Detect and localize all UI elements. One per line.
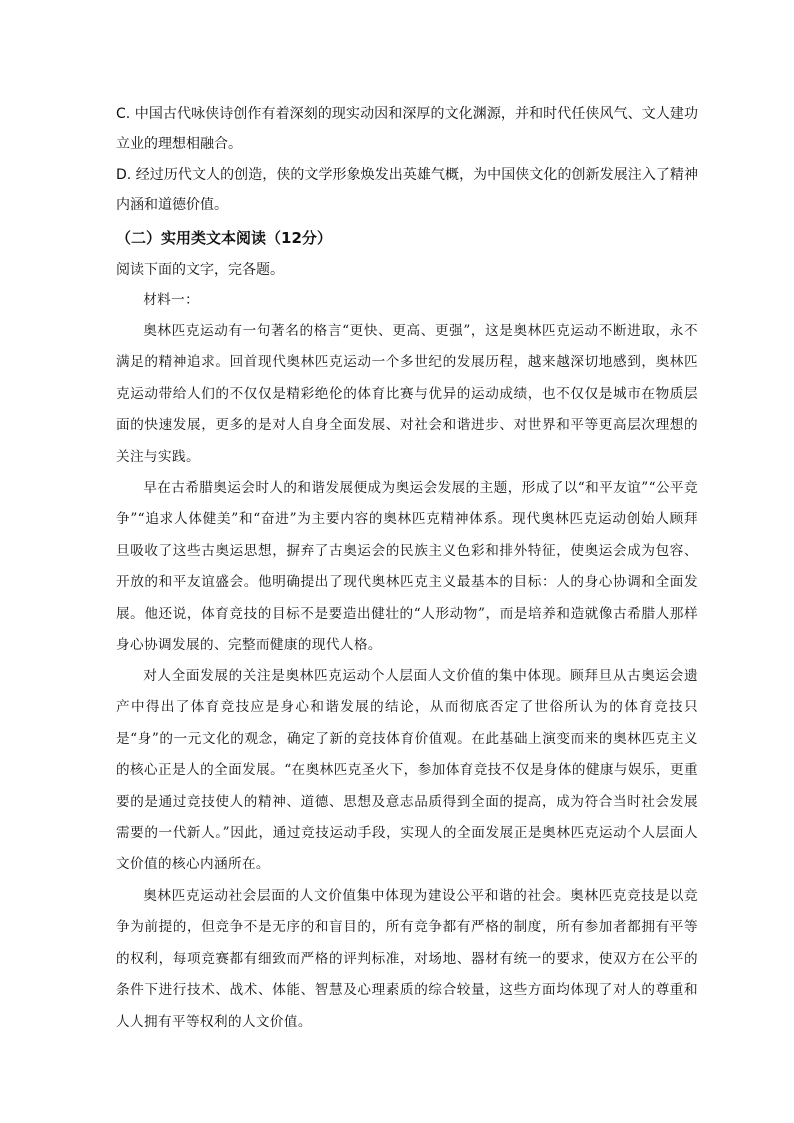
reading-instruction: 阅读下面的文字，完各题。 — [116, 262, 284, 278]
material-label: 材料一： — [143, 292, 200, 308]
material-paragraph-3: 对人全面发展的关注是奥林匹克运动个人层面人文价值的集中体现。顾拜旦从古奥运会遗产中得出了体育竞技应是身心和谐发展的结论，从而彻底否定了世俗所认为的体育竞技只是“身”的一元文化的观念，确定了新的竞技体育价值观。在此基础上演变而来的奥林匹克主义的核心正是人的全面发展。“在奥林匹克圣火下，参加体育竞技不仅是身体的健康与娱乐，更重要的是通过竞技使人的精神、道德、思想及意志品质得到全面的提高，成为符合当时社会发展需要的一代新人。”因此，通过竞技运动手段，实现人的全面发展正是奥林匹克运动个人层面人文价值的核心内涵所在。 — [116, 668, 698, 873]
material-paragraph-2: 早在古希腊奥运会时人的和谐发展便成为奥运会发展的主题，形成了以“和平友谊”“公平竞争”“追求人体健美”和“奋进”为主要内容的奥林匹克精神体系。现代奥林匹克运动创始人顾拜旦吸收了这些古奥运思想，摒弃了古奥运会的民族主义色彩和排外特征，使奥运会成为包容、开放的和平友谊盛会。他明确提出了现代奥林匹克主义最基本的目标：人的身心协调和全面发展。他还说，体育竞技的目标不是要造出健壮的“人形动物”，而是培养和造就像古希腊人那样身心协调发展的、完整而健康的现代人格。 — [116, 480, 698, 654]
section-heading: （二）实用类文本阅读（12分） — [116, 229, 332, 247]
material-paragraph-1: 奥林匹克运动有一句著名的格言“更快、更高、更强”，这是奥林匹克运动不断进取，永不满足的精神追求。回首现代奥林匹克运动一个多世纪的发展历程，越来越深切地感到，奥林匹克运动带给人们的不仅仅是精彩绝伦的体育比赛与优异的运动成绩，也不仅仅是城市在物质层面的快速发展，更多的是对人自身全面发展、对社会和谐进步、对世界和平等更高层次理想的关注与实践。 — [116, 323, 698, 465]
option-d: D. 经过历代文人的创造，侠的文学形象焕发出英雄气概，为中国侠文化的创新发展注入了精神内涵和道德价值。 — [116, 167, 698, 213]
option-c: C. 中国古代咏侠诗创作有着深刻的现实动因和深厚的文化渊源，并和时代任侠风气、文人建功立业的理想相融合。 — [116, 106, 698, 152]
material-paragraph-4: 奥林匹克运动社会层面的人文价值集中体现为建设公平和谐的社会。奥林匹克竞技是以竞争为前提的，但竞争不是无序的和盲目的，所有竞争都有严格的制度，所有参加者都拥有平等的权利，每项竞赛都有细致而严格的评判标准，对场地、器材有统一的要求，使双方在公平的条件下进行技术、战术、体能、智慧及心理素质的综合较量，这些方面均体现了对人的尊重和人人拥有平等权利的人文价值。 — [116, 888, 698, 1030]
